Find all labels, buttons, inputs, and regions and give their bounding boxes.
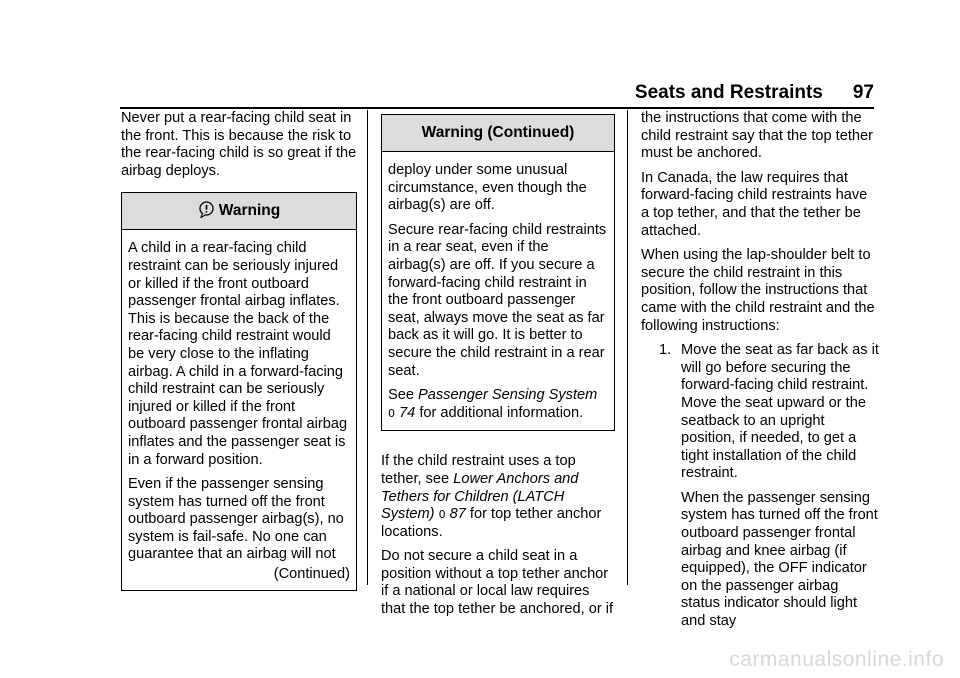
step1-paragraph-a: Move the seat as far back as it will go before securing the forward-facing child restraint. Move the seat upward or the seatback to an upright position, if needed, to get a tight installation of the child restraint. — [681, 342, 879, 482]
see-link[interactable]: Passenger Sensing System — [418, 387, 598, 404]
continued-label: (Continued) — [273, 566, 350, 583]
warning-icon — [198, 196, 215, 232]
column-1 — [121, 110, 357, 591]
see-prefix: See — [388, 387, 419, 404]
tether-ref-arrow-icon: 0 — [438, 508, 446, 522]
tether-page[interactable]: 87 — [449, 506, 466, 523]
warning-header — [122, 193, 356, 230]
col3-paragraph-2: In Canada, the law requires that forward-facing child restraints have a top tether, and that the tether be attached. — [641, 169, 868, 239]
warning-title: Warning — [218, 202, 281, 220]
see-reference — [388, 387, 608, 422]
column-3 — [641, 110, 879, 638]
tether-prefix: If the child restraint uses a top tether, see — [381, 453, 576, 487]
warning-paragraph-2: Even if the passenger sensing system has turned off the front outboard passenger airbag(s), no system is fail-safe. No one can guarantee that an airbag will not — [128, 476, 344, 563]
column-divider-1 — [367, 110, 368, 585]
see-page[interactable]: 74 — [399, 404, 416, 421]
warning-cont-paragraph-2: Secure rear-facing child restraints in a rear seat, even if the airbag(s) are off. If you secure a forward-facing child restraint in the front outboard passenger seat, always move the seat as far back as it will go. It is better to secure the child restraint in a rear seat. — [388, 221, 607, 379]
warning-continued-body — [382, 152, 614, 430]
step1-paragraph-b: When the passenger sensing system has turned off the front outboard passenger frontal airbag and knee airbag (if equipped), the OFF indicator on the passenger airbag status indicator should light and stay — [681, 489, 878, 630]
col3-paragraph-3: When using the lap-shoulder belt to secure the child restraint in this position, follow the instructions that came with the child restraint and the following instructions: — [641, 247, 875, 334]
col3-paragraph-1: the instructions that come with the child restraint say that the top tether must be anchored. — [641, 110, 874, 162]
warning-continued-header: Warning (Continued) — [382, 115, 614, 152]
page-number: 97 — [852, 82, 874, 103]
tether-suffix: for top tether anchor locations. — [381, 506, 602, 540]
list-number: 1. — [659, 342, 672, 359]
list-body — [681, 342, 879, 638]
warning-cont-paragraph-1: deploy under some unusual circumstance, even though the airbag(s) are off. — [388, 162, 587, 214]
column-divider-2 — [627, 110, 628, 585]
intro-paragraph: Never put a rear-facing child seat in the front. This is because the risk to the rear-facing child is so great if the airbag deploys. — [121, 110, 357, 179]
tether-paragraph — [381, 453, 615, 541]
see-suffix: for additional information. — [415, 404, 584, 421]
tether-link[interactable]: Lower Anchors and Tethers for Children (LATCH System) — [381, 470, 579, 523]
warning-continued-box — [381, 114, 615, 431]
column-2 — [381, 110, 615, 626]
section-title: Seats and Restraints — [634, 82, 823, 103]
warning-box — [121, 192, 357, 590]
no-secure-paragraph: Do not secure a child seat in a position without a top tether anchor if a national or local law requires that the top tether be anchored, or if — [381, 548, 614, 618]
page-header — [635, 82, 874, 104]
page-ref-arrow-icon: 0 — [388, 406, 395, 420]
header-rule — [120, 107, 874, 109]
warning-body — [122, 230, 356, 589]
warning-paragraph-1: A child in a rear-facing child restraint can be seriously injured or killed if the front outboard passenger frontal airbag inflates. This is because the back of the rear-facing child restraint would be very close to the inflating airbag. A child in a forward-facing child restraint can be seriously injured or killed if the front outboard passenger frontal airbag inflates and the passenger seat is in a forward position. — [128, 240, 348, 468]
watermark: carmanualsonline.info — [729, 648, 944, 671]
list-item — [641, 342, 879, 638]
